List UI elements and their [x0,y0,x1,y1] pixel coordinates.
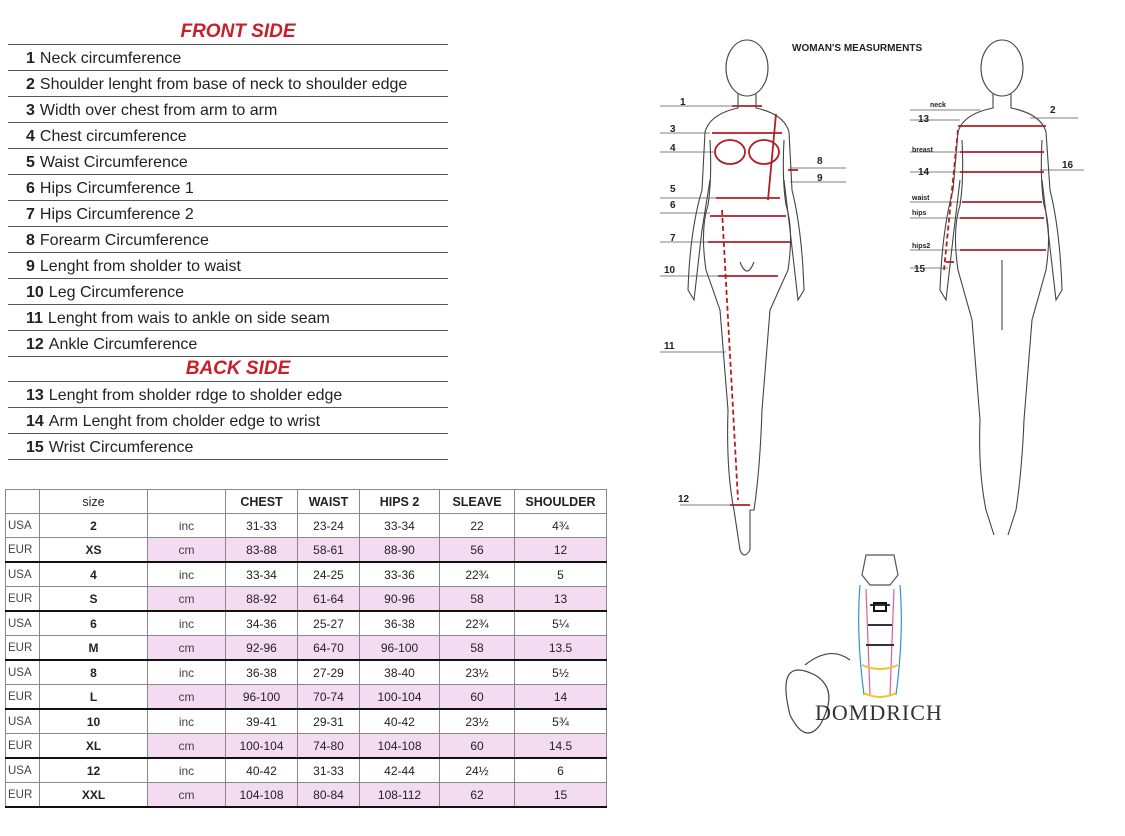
measurement-number: 3 [26,102,35,119]
table-cell: cm [148,783,226,808]
measurement-label: Ankle Circumference [48,336,198,353]
front-label-11: 11 [664,341,675,352]
table-cell: 36-38 [226,660,298,685]
table-cell: 39-41 [226,709,298,734]
table-cell: EUR [6,587,40,612]
measurement-label: Chest circumference [39,128,187,145]
size-table-header [6,490,607,514]
table-row [6,685,607,710]
measurement-item [8,175,448,201]
table-cell: 56 [440,538,515,563]
measurement-item [8,305,448,331]
measurement-item [8,149,448,175]
table-cell: 4 [40,562,148,587]
table-header-cell: CHEST [226,490,298,514]
measurement-label: Neck circumference [39,50,182,67]
table-cell: 42-44 [360,758,440,783]
back-label-breast: breast [912,147,934,154]
table-cell: 33-36 [360,562,440,587]
table-header-cell: SHOULDER [515,490,607,514]
front-label-8: 8 [817,156,823,167]
front-figure-outline [688,40,804,555]
table-cell: 38-40 [360,660,440,685]
table-cell: 61-64 [298,587,360,612]
measurement-number: 6 [26,180,35,197]
table-cell: 58-61 [298,538,360,563]
front-side-title: FRONT SIDE [180,21,296,42]
figure-title: WOMAN'S MEASURMENTS [792,43,923,54]
measurement-item [8,44,448,71]
front-label-1: 1 [680,97,686,108]
table-cell: 24½ [440,758,515,783]
table-cell: 96-100 [226,685,298,710]
back-label-16: 16 [1062,160,1074,171]
back-label-14: 14 [918,167,930,178]
back-label-hips2: hips2 [912,243,931,250]
measurement-item [8,408,448,434]
front-label-4: 4 [670,143,676,154]
table-cell: 25-27 [298,611,360,636]
table-cell: 58 [440,587,515,612]
measurement-number: 1 [26,50,35,67]
table-header-cell: SLEAVE [440,490,515,514]
table-cell: 88-90 [360,538,440,563]
table-cell: USA [6,562,40,587]
table-cell: USA [6,660,40,685]
measurement-list [8,20,448,460]
table-cell: inc [148,562,226,587]
table-row [6,611,607,636]
table-cell: USA [6,758,40,783]
measurement-number: 8 [26,232,35,249]
measurement-number: 2 [26,76,35,93]
back-label-neck: neck [930,102,946,109]
table-cell: 80-84 [298,783,360,808]
table-header-cell: WAIST [298,490,360,514]
measurement-number: 4 [26,128,35,145]
table-cell: 2 [40,514,148,538]
table-cell: 24-25 [298,562,360,587]
table-cell: inc [148,709,226,734]
table-cell: L [40,685,148,710]
table-cell: inc [148,758,226,783]
back-label-waist: waist [912,195,930,202]
table-cell: 88-92 [226,587,298,612]
table-cell: 22¾ [440,611,515,636]
table-cell: EUR [6,734,40,759]
table-cell: cm [148,685,226,710]
table-header-cell: size [40,490,148,514]
table-cell: 5 [515,562,607,587]
measurement-item [8,201,448,227]
measurement-item [8,71,448,97]
table-cell: 13.5 [515,636,607,661]
back-label-13: 13 [918,114,930,125]
table-cell: 15 [515,783,607,808]
back-side-items [8,381,448,460]
table-cell: 23½ [440,660,515,685]
table-cell: 96-100 [360,636,440,661]
front-label-6: 6 [670,200,676,211]
front-label-3: 3 [670,124,676,135]
table-cell: 6 [40,611,148,636]
table-header-cell [6,490,40,514]
table-cell: inc [148,611,226,636]
front-label-5: 5 [670,184,676,195]
measurement-label: Hips Circumference 1 [39,180,194,197]
table-cell: 6 [515,758,607,783]
table-cell: USA [6,709,40,734]
table-cell: 23½ [440,709,515,734]
table-cell: 64-70 [298,636,360,661]
table-cell: EUR [6,685,40,710]
table-cell: 4¾ [515,514,607,538]
table-row [6,636,607,661]
table-cell: USA [6,611,40,636]
measurement-number: 10 [26,284,44,301]
table-cell: 104-108 [360,734,440,759]
table-cell: 22¾ [440,562,515,587]
table-cell: EUR [6,538,40,563]
table-cell: cm [148,636,226,661]
front-label-7: 7 [670,233,676,244]
table-row [6,587,607,612]
table-cell: 83-88 [226,538,298,563]
table-cell: 5¼ [515,611,607,636]
woman-measurement-figures [650,30,1110,590]
front-label-10: 10 [664,265,676,276]
table-cell: M [40,636,148,661]
measurement-label: Leg Circumference [48,284,184,301]
table-cell: cm [148,587,226,612]
table-cell: XS [40,538,148,563]
back-side-title: BACK SIDE [185,358,291,379]
measurement-number: 11 [26,310,43,327]
measurement-number: 7 [26,206,35,223]
measurement-item [8,253,448,279]
measurement-label: Hips Circumference 2 [39,206,194,223]
measurement-item [8,434,448,460]
measurement-label: Waist Circumference [39,154,188,171]
table-cell: 92-96 [226,636,298,661]
table-cell: XL [40,734,148,759]
table-cell: 100-104 [360,685,440,710]
table-cell: 34-36 [226,611,298,636]
table-cell: 108-112 [360,783,440,808]
measurement-item [8,97,448,123]
measurement-item [8,227,448,253]
table-cell: 100-104 [226,734,298,759]
table-cell: 36-38 [360,611,440,636]
table-cell: 5¾ [515,709,607,734]
size-chart-table [5,489,607,808]
measurement-item [8,331,448,357]
table-cell: 12 [40,758,148,783]
measurement-label: Width over chest from arm to arm [39,102,278,119]
back-label-2: 2 [1050,105,1056,116]
table-cell: cm [148,538,226,563]
table-cell: 33-34 [360,514,440,538]
table-cell: 13 [515,587,607,612]
table-cell: cm [148,734,226,759]
measurement-number: 14 [26,413,44,430]
front-label-12: 12 [678,494,690,505]
table-cell: 23-24 [298,514,360,538]
table-cell: 27-29 [298,660,360,685]
measurement-number: 13 [26,387,44,404]
table-cell: 10 [40,709,148,734]
measurement-label: Shoulder lenght from base of neck to shoulder edge [39,76,408,93]
back-label-hips: hips [912,210,927,217]
table-row [6,562,607,587]
table-cell: 33-34 [226,562,298,587]
table-row [6,709,607,734]
table-cell: 8 [40,660,148,685]
table-cell: XXL [40,783,148,808]
table-header-cell: HIPS 2 [360,490,440,514]
table-row [6,660,607,685]
table-cell: 5½ [515,660,607,685]
measurement-label: Lenght from wais to ankle on side seam [47,310,330,327]
measurement-item [8,381,448,408]
table-cell: USA [6,514,40,538]
table-cell: 31-33 [226,514,298,538]
measurement-label: Lenght from sholder to waist [39,258,241,275]
measurement-label: Forearm Circumference [39,232,209,249]
brand-name: DOMDRICH [815,700,943,725]
table-cell: inc [148,660,226,685]
table-cell: 90-96 [360,587,440,612]
table-cell: 62 [440,783,515,808]
table-cell: 29-31 [298,709,360,734]
measurement-number: 15 [26,439,44,456]
table-cell: 22 [440,514,515,538]
table-cell: S [40,587,148,612]
measurement-label: Wrist Circumference [48,439,194,456]
table-cell: 58 [440,636,515,661]
table-cell: 60 [440,734,515,759]
table-row [6,783,607,808]
back-label-15: 15 [914,264,926,275]
table-row [6,538,607,563]
measurement-number: 12 [26,336,44,353]
measurement-number: 9 [26,258,35,275]
table-cell: 40-42 [360,709,440,734]
table-cell: 104-108 [226,783,298,808]
measurement-item [8,279,448,305]
table-cell: 14.5 [515,734,607,759]
back-figure-outline [940,40,1062,535]
measurement-item [8,123,448,149]
table-cell: 31-33 [298,758,360,783]
table-row [6,514,607,538]
table-cell: 12 [515,538,607,563]
measurement-label: Lenght from sholder rdge to sholder edge [48,387,343,404]
table-cell: 70-74 [298,685,360,710]
table-header-cell [148,490,226,514]
measurement-label: Arm Lenght from cholder edge to wrist [48,413,321,430]
table-row [6,734,607,759]
table-cell: 74-80 [298,734,360,759]
front-side-items [8,44,448,357]
table-cell: EUR [6,783,40,808]
front-label-9: 9 [817,173,823,184]
table-cell: EUR [6,636,40,661]
table-cell: 60 [440,685,515,710]
table-cell: 14 [515,685,607,710]
table-cell: 40-42 [226,758,298,783]
measurement-number: 5 [26,154,35,171]
table-row [6,758,607,783]
table-cell: inc [148,514,226,538]
